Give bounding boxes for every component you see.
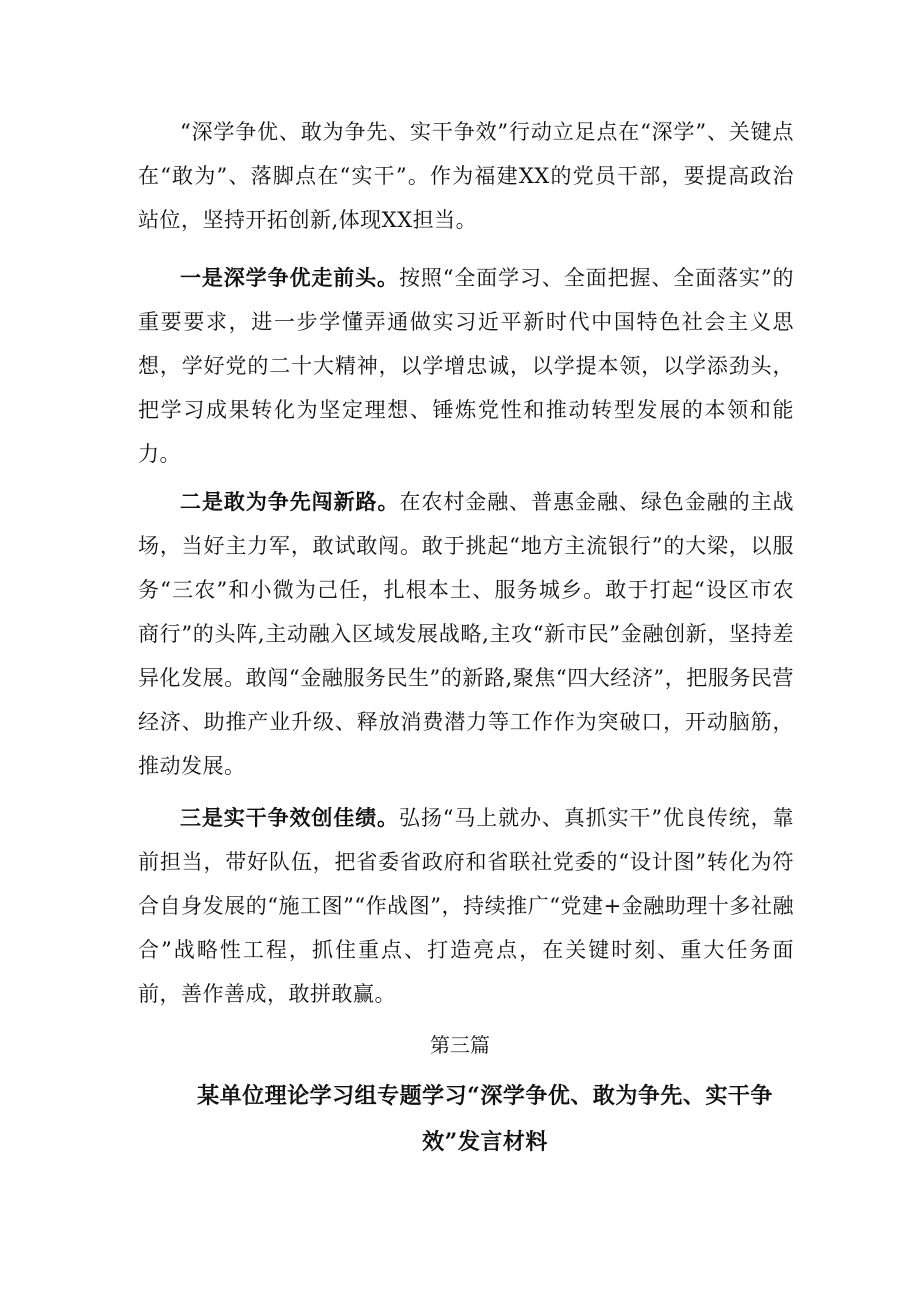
point-3-lead: 三是实干争效创佳绩。 (180, 805, 399, 830)
point-2-body: 在农村金融、普惠金融、绿色金融的主战场，当好主力军，敢试敢闯。敢于挑起“地方主流银行”的大梁，以服务“三农”和小微为己任，扎根本土、服务城乡。敢于打起“设区市农商行”的头阵,主动融入区域发展战略,主攻“新市民”金融创新，坚持差异化发展。敢闯“金融服务民生”的新路,聚焦“四大经济”，把服务民营经济、助推产业升级、释放消费潜力等工作作为突破口，开动脑筋，推动发展。 (138, 490, 795, 778)
point-paragraph-2 (138, 480, 794, 788)
document-title: 某单位理论学习组专题学习“深学争优、敢为争先、实干争效”发言材料 (197, 1083, 773, 1155)
point-1-body: 按照“全面学习、全面把握、全面落实”的重要要求，进一步学懂弄通做实习近平新时代中国特色社会主义思想，学好党的二十大精神，以学增忠诚，以学提本领，以学添劲头，把学习成果转化为坚定理想、锤炼党性和推动转型发展的本领和能力。 (138, 266, 794, 466)
point-2-lead: 二是敢为争先闯新路。 (180, 489, 400, 514)
point-3-body: 弘扬“马上就办、真抓实干”优良传统，靠前担当，带好队伍，把省委省政府和省联社党委的“设计图”转化为符合自身发展的“施工图”“作战图”，持续推广“党建+金融助理十多社融合”战略性工程，抓住重点、打造亮点，在关键时刻、重大任务面前，善作善成，敢拼敢赢。 (138, 806, 794, 1006)
section-label: 第三篇 (430, 1033, 490, 1057)
point-paragraph-1 (138, 256, 794, 476)
point-1-lead: 一是深学争优走前头。 (180, 265, 399, 290)
point-paragraph-3 (138, 796, 794, 1016)
intro-paragraph (138, 110, 794, 242)
intro-text: “深学争优、敢为争先、实干争效”行动立足点在“深学”、关键点在“敢为”、落脚点在“实干”。作为福建XX的党员干部，要提高政治站位，坚持开拓创新,体现XX担当。 (138, 120, 794, 232)
